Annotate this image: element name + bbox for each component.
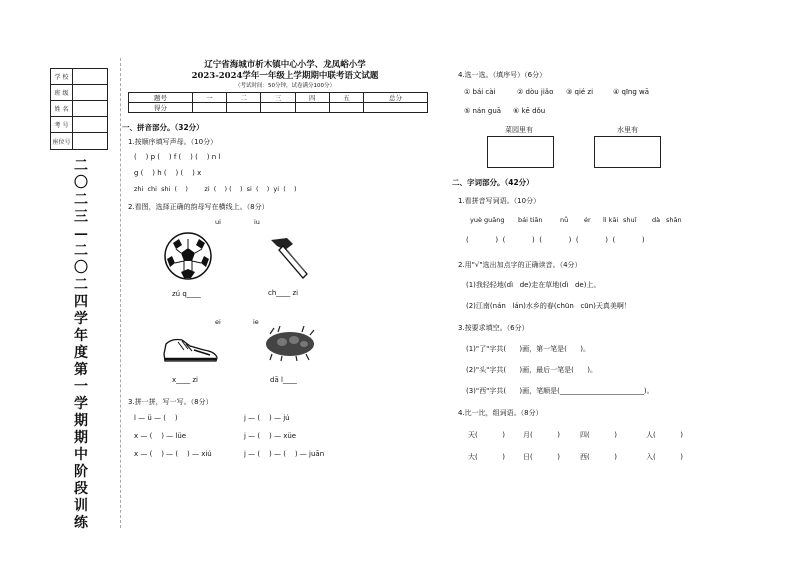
w4-ri[interactable]: 日( ) — [523, 453, 560, 461]
vowel-option-ei: ei — [215, 318, 221, 326]
w3-line-2: (2)"头"字共( )画，最后一笔是( )。 — [466, 366, 597, 374]
option-1: ① bái cài — [464, 88, 496, 96]
info-field-name[interactable] — [73, 101, 107, 116]
info-field-seat[interactable] — [73, 133, 107, 149]
option-3: ③ qié zi — [566, 88, 594, 96]
question-1: 1.按顺序填写声母。（10分） — [128, 138, 218, 146]
info-field-id[interactable] — [73, 117, 107, 132]
q3-row2-left: x — ( ) — lüe — [134, 432, 187, 440]
vowel-option-iu: iu — [254, 218, 260, 226]
info-label-class: 班 级 — [51, 85, 73, 100]
water-answer-box[interactable] — [594, 136, 661, 168]
student-info-box — [50, 68, 108, 150]
hammer-icon — [265, 232, 313, 280]
score-cell[interactable] — [227, 103, 261, 113]
w4-tian[interactable]: 天( ) — [468, 431, 505, 439]
pinyin-baitian: bái tiān — [518, 216, 543, 224]
w4-si[interactable]: 四( ) — [580, 431, 617, 439]
water-box-label: 水里有 — [617, 126, 638, 134]
w4-yue[interactable]: 月( ) — [523, 431, 560, 439]
garden-answer-box[interactable] — [487, 136, 554, 168]
question-w4: 4.比一比，组词语。（8分） — [458, 409, 543, 417]
vertical-title: 二 〇 二 三 — 二 〇 二 四 学 年 度 第 一 学 期 期 中 阶 段 训 练 — [74, 158, 88, 531]
exam-school-title: 辽宁省海城市析木镇中心小学、龙凤峪小学 — [204, 60, 366, 70]
caterpillar-icon — [262, 326, 318, 362]
soccer-ball-icon — [163, 231, 213, 281]
option-4: ④ qīng wā — [613, 88, 650, 96]
binding-line — [120, 58, 121, 528]
pinyin-likai: lì kāi — [603, 216, 619, 224]
score-cell[interactable] — [364, 103, 428, 113]
q1-line-2: g ( ) h ( ) ( ) x — [134, 169, 202, 177]
w3-line-1: (1)"了"字共( )画，第一笔是( )。 — [466, 345, 590, 353]
info-field-class[interactable] — [73, 85, 107, 100]
q3-row3-right: j — ( ) — ( ) — juān — [244, 450, 325, 458]
q3-row2-right: j — ( ) — xüe — [244, 432, 297, 440]
option-6: ⑥ kē dǒu — [513, 107, 546, 115]
w2-line-2: (2)江南(nán lán)水乡的春(chūn cūn)天真美啊！ — [466, 302, 631, 310]
question-3: 3.拼一拼，写一写。（8分） — [128, 398, 213, 406]
info-label-seat: 座位号 — [51, 133, 73, 149]
score-row-label: 得分 — [129, 103, 193, 113]
pinyin-da: dà — [652, 216, 661, 224]
score-cell[interactable] — [329, 103, 363, 113]
section-pinyin: 一、拼音部分。（32分） — [122, 123, 204, 132]
info-label-name: 姓 名 — [51, 101, 73, 116]
score-header-cell: 一 — [192, 93, 226, 103]
shoe-icon — [160, 332, 220, 366]
question-2: 2.看图，选择正确的韵母写在横线上。（8分） — [128, 203, 269, 211]
score-header-cell: 题号 — [129, 93, 193, 103]
vowel-option-ui: ui — [215, 218, 221, 226]
q3-row1-left: l — ü — ( ) — [134, 414, 178, 422]
question-w2: 2.用"√"选出加点字的正确读音。（4分） — [458, 261, 582, 269]
score-header-cell: 三 — [261, 93, 295, 103]
option-2: ② dòu jiǎo — [517, 88, 554, 96]
question-w3: 3.按要求填空。（6分） — [458, 324, 529, 332]
score-cell[interactable] — [261, 103, 295, 113]
question-4-select: 4.选一选。（填序号）（6分） — [458, 71, 547, 79]
q2-caption-ball: zú q____ — [172, 290, 201, 298]
score-header-cell: 总分 — [364, 93, 428, 103]
w3-line-3: (3)"西"字共( )画，笔顺是(________________________)。 — [466, 387, 654, 395]
info-label-school: 学 校 — [51, 69, 73, 84]
pinyin-yueguang: yuè guāng — [470, 216, 505, 224]
pinyin-shan: shān — [666, 216, 682, 224]
pinyin-er: ér — [584, 216, 591, 224]
q1-line-1: ( ) p ( ) f ( ) ( ) n l — [134, 153, 221, 161]
q1-line-3: zhi chi shi ( ) zi ( ) ( ) si ( ) yi ( ) — [134, 185, 297, 193]
option-5: ⑤ nán guā — [464, 107, 502, 115]
q3-row1-right: j — ( ) — jú — [244, 414, 290, 422]
info-label-id: 考 号 — [51, 117, 73, 132]
pinyin-shui: shuǐ — [623, 216, 637, 224]
w4-ru[interactable]: 入( ) — [646, 453, 683, 461]
q3-row3-left: x — ( ) — ( ) — xiú — [134, 450, 212, 458]
q2-caption-shoe: x____ zi — [172, 376, 198, 384]
score-header-cell: 五 — [329, 93, 363, 103]
w4-ren[interactable]: 人( ) — [646, 431, 683, 439]
section-words: 二、字词部分。（42分） — [452, 178, 534, 187]
question-w1: 1.看拼音写词语。（10分） — [458, 197, 541, 205]
score-cell[interactable] — [295, 103, 329, 113]
exam-note: （考试时间：50分钟，试卷满分100分） — [235, 83, 335, 89]
exam-title: 2023-2024学年一年级上学期期中联考语文试题 — [191, 71, 379, 81]
q2-caption-hammer: ch____ zi — [268, 289, 299, 297]
w2-line-1: (1)我轻轻地(dì de)走在草地(dì de)上。 — [466, 281, 601, 289]
pinyin-nv: nǚ — [560, 216, 569, 224]
garden-box-label: 菜园里有 — [505, 126, 533, 134]
score-table — [128, 92, 428, 113]
info-field-school[interactable] — [73, 69, 107, 84]
vowel-option-ie: ie — [253, 318, 259, 326]
w4-xi[interactable]: 西( ) — [580, 453, 617, 461]
w1-answer-blanks[interactable]: ( ) ( ) ( ) ( ) ( ) — [466, 236, 645, 244]
score-header-cell: 二 — [227, 93, 261, 103]
score-cell[interactable] — [192, 103, 226, 113]
score-header-cell: 四 — [295, 93, 329, 103]
q2-caption-bug: dā l____ — [270, 376, 297, 384]
w4-da[interactable]: 大( ) — [468, 453, 505, 461]
